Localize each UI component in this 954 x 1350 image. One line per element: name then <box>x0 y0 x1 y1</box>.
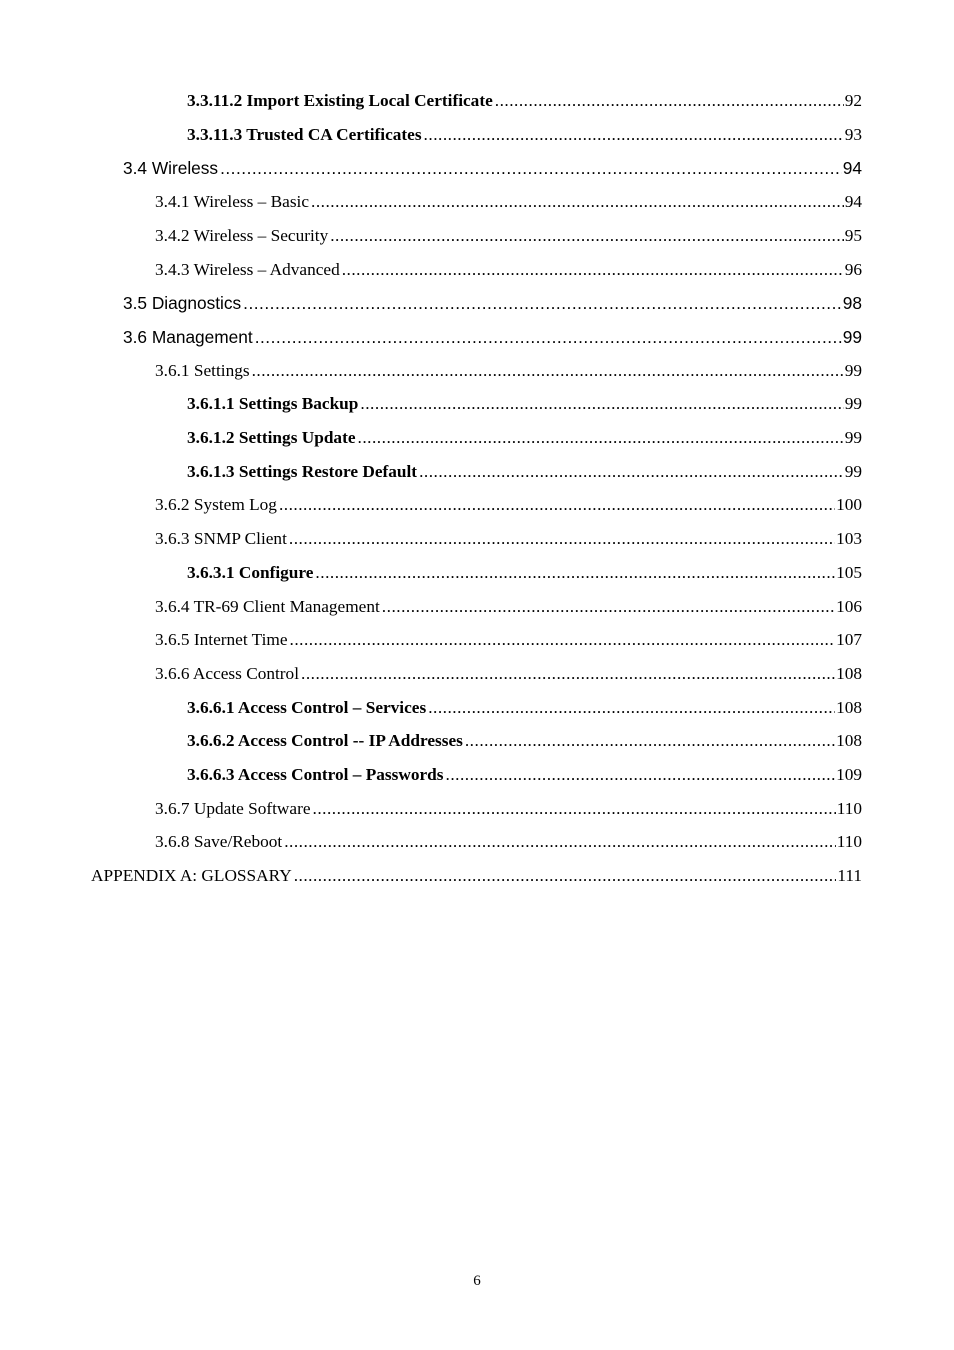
toc-entry-page: 109 <box>836 765 862 784</box>
dot-leader <box>301 664 835 684</box>
toc-entry-page: 99 <box>844 428 862 447</box>
dot-leader <box>382 597 835 617</box>
toc-entry[interactable] <box>155 597 862 631</box>
toc-entry-page: 106 <box>836 596 862 616</box>
toc-entry-page: 110 <box>836 798 862 818</box>
dot-leader <box>424 125 844 145</box>
toc-entry[interactable] <box>155 799 862 833</box>
toc-entry[interactable] <box>187 698 862 732</box>
page-number: 6 <box>473 1273 481 1289</box>
toc-entry-title: 3.6.5 Internet Time <box>155 630 288 650</box>
toc-entry-title: 3.6.6.3 Access Control – Passwords <box>187 765 444 784</box>
toc-entry[interactable] <box>91 866 862 900</box>
dot-leader <box>495 91 844 111</box>
toc-entry-title: 3.3.11.3 Trusted CA Certificates <box>187 124 422 144</box>
toc-entry[interactable] <box>187 563 862 597</box>
dot-leader <box>428 698 835 718</box>
toc-entry-page: 108 <box>836 697 862 717</box>
toc-entry[interactable] <box>123 327 862 361</box>
toc-entry-title: 3.3.11.2 Import Existing Local Certificate <box>187 91 493 110</box>
toc-entry-title: 3.6.1.1 Settings Backup <box>187 394 359 414</box>
toc-entry[interactable] <box>123 293 862 327</box>
toc-entry-title: 3.6.6.1 Access Control – Services <box>187 697 427 717</box>
toc-entry[interactable] <box>187 428 862 462</box>
toc-entry-page: 111 <box>837 866 862 886</box>
toc-entry[interactable] <box>155 361 862 395</box>
toc-entry[interactable] <box>155 664 862 698</box>
toc-entry-title: 3.4 Wireless <box>123 158 219 179</box>
toc-entry-title: 3.6.1.2 Settings Update <box>187 428 356 447</box>
toc-entry-title: 3.4.3 Wireless – Advanced <box>155 259 340 279</box>
toc-entry-page: 99 <box>844 360 862 380</box>
toc-entry[interactable] <box>155 192 862 226</box>
toc-entry[interactable] <box>187 125 862 159</box>
toc-entry-page: 103 <box>836 529 862 549</box>
toc-entry[interactable] <box>123 158 862 192</box>
toc-entry-title: 3.4.1 Wireless – Basic <box>155 192 310 212</box>
toc-entry-title: 3.5 Diagnostics <box>123 293 242 314</box>
toc-entry[interactable] <box>155 529 862 563</box>
toc-entry-page: 107 <box>836 630 862 650</box>
toc-entry-title: 3.6.6 Access Control <box>155 663 299 683</box>
toc-entry-title: APPENDIX A: GLOSSARY <box>91 866 292 886</box>
dot-leader <box>358 428 844 448</box>
toc-entry-page: 108 <box>836 663 862 683</box>
dot-leader <box>289 529 835 549</box>
toc-entry-title: 3.6.7 Update Software <box>155 798 311 818</box>
toc-entry[interactable] <box>155 226 862 260</box>
toc-entry-title: 3.6.3.1 Configure <box>187 562 314 582</box>
toc-entry[interactable] <box>187 91 862 125</box>
toc-entry[interactable] <box>187 765 862 799</box>
toc-entry-title: 3.6.2 System Log <box>155 495 277 515</box>
toc-entry-page: 105 <box>836 562 862 582</box>
toc-entry-title: 3.6.4 TR-69 Client Management <box>155 596 380 616</box>
toc-entry-page: 99 <box>844 394 862 414</box>
toc-entry-page: 100 <box>836 495 862 515</box>
toc-entry-title: 3.6.1.3 Settings Restore Default <box>187 461 418 481</box>
dot-leader <box>220 158 842 179</box>
toc-entry-page: 99 <box>844 461 862 481</box>
toc-entry-page: 110 <box>836 832 862 852</box>
dot-leader <box>360 394 843 414</box>
toc-entry[interactable] <box>155 495 862 529</box>
dot-leader <box>255 327 842 348</box>
toc-entry-page: 93 <box>844 124 862 144</box>
toc-entry-title: 3.4.2 Wireless – Security <box>155 225 329 245</box>
dot-leader <box>290 630 836 650</box>
toc-entry-page: 94 <box>844 192 862 212</box>
toc-entry-title: 3.6.6.2 Access Control -- IP Addresses <box>187 731 463 751</box>
toc-entry[interactable] <box>187 394 862 428</box>
dot-leader <box>243 293 842 314</box>
dot-leader <box>465 731 835 751</box>
toc-entry-title: 3.6 Management <box>123 326 253 347</box>
dot-leader <box>419 462 844 482</box>
toc-entry-title: 3.6.3 SNMP Client <box>155 529 287 549</box>
toc-entry[interactable] <box>187 731 862 765</box>
dot-leader <box>446 765 836 785</box>
toc-entry[interactable] <box>187 462 862 496</box>
toc-entry-page: 95 <box>844 225 862 245</box>
dot-leader <box>313 799 836 819</box>
toc-entry-page: 92 <box>844 91 862 110</box>
dot-leader <box>279 495 835 515</box>
dot-leader <box>342 260 844 280</box>
toc-entry-page: 96 <box>844 259 862 279</box>
toc-entry-page: 94 <box>842 158 862 179</box>
dot-leader <box>330 226 844 246</box>
toc-entry-page: 108 <box>836 731 862 751</box>
dot-leader <box>315 563 835 583</box>
toc-entry-page: 99 <box>842 326 862 347</box>
toc-entry-title: 3.6.1 Settings <box>155 360 250 380</box>
toc-entry-title: 3.6.8 Save/Reboot <box>155 832 283 852</box>
dot-leader <box>252 361 844 381</box>
toc-entry[interactable] <box>155 832 862 866</box>
toc-entry[interactable] <box>155 260 862 294</box>
dot-leader <box>311 192 844 212</box>
dot-leader <box>294 866 837 886</box>
toc-entry-page: 98 <box>842 293 862 314</box>
dot-leader <box>284 832 836 852</box>
toc-entry[interactable] <box>155 630 862 664</box>
